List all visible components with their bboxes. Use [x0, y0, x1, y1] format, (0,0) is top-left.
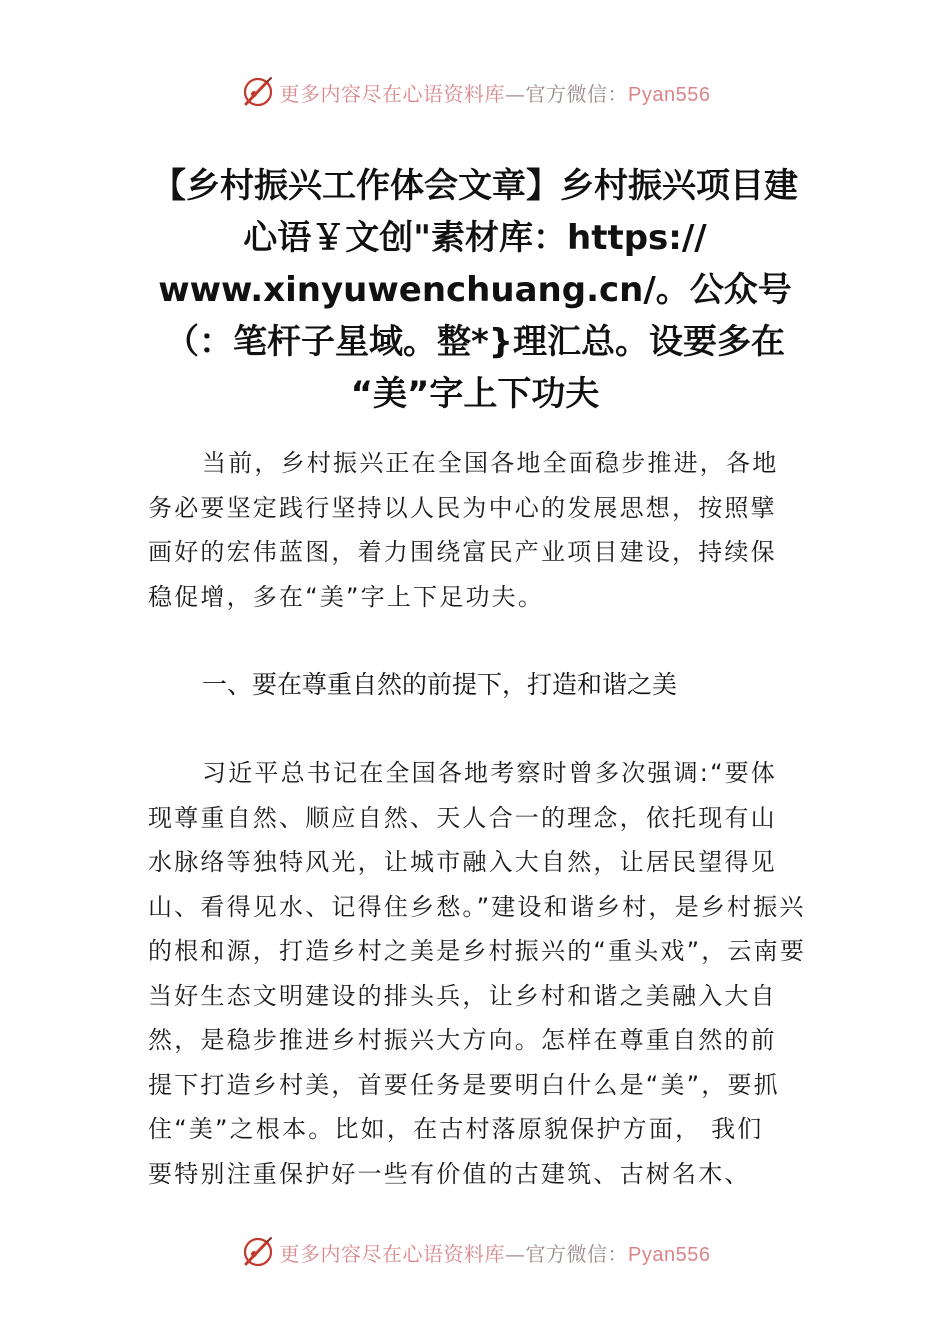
- header-banner: [0, 72, 950, 112]
- brush-logo-icon: [240, 74, 276, 110]
- paragraph-line: 住“美”之根本。比如，在古村落原貌保护方面， 我们: [148, 1115, 764, 1143]
- section-heading: 一、要在尊重自然的前提下，打造和谐之美: [202, 670, 678, 699]
- footer-banner: [0, 1232, 950, 1272]
- intro-paragraph: [148, 441, 828, 619]
- body-paragraph: [148, 751, 828, 1196]
- paragraph-line: 当好生态文明建设的排头兵，让乡村和谐之美融入大自: [148, 981, 777, 1010]
- banner-wechat-id: Pyan556: [628, 83, 711, 106]
- paragraph-line: 然，是稳步推进乡村振兴大方向。怎样在尊重自然的前: [148, 1026, 777, 1054]
- title-line: （：笔杆子星域。整*}理汇总。设要多在: [165, 322, 785, 362]
- brush-logo-icon: [240, 1234, 276, 1270]
- title-line: 【乡村振兴工作体会文章】乡村振兴项目建: [152, 166, 798, 206]
- title-line: 心语￥文创"素材库：https://: [243, 218, 707, 258]
- banner-main-text: 更多内容尽在心语资料库: [279, 81, 506, 106]
- paragraph-line: 山、看得见水、记得住乡愁。”建设和谐乡村，是乡村振兴: [148, 892, 806, 921]
- paragraph-line: 提下打造乡村美，首要任务是要明白什么是“美”，要抓: [148, 1070, 780, 1099]
- paragraph-line: 务必要坚定践行坚持以人民为中心的发展思想，按照擘: [148, 493, 777, 522]
- document-title: [100, 160, 850, 420]
- paragraph-line: 水脉络等独特风光，让城市融入大自然，让居民望得见: [148, 848, 777, 876]
- paragraph-line: 画好的宏伟蓝图，着力围绕富民产业项目建设，持续保: [148, 538, 777, 566]
- title-line: “美”字上下功夫: [350, 374, 600, 414]
- banner-text: [280, 1238, 711, 1267]
- title-line: www.xinyuwenchuang.cn/。公众号: [158, 270, 792, 310]
- banner-text: [280, 78, 711, 107]
- paragraph-line: 习近平总书记在全国各地考察时曾多次强调:“要体: [202, 759, 778, 787]
- paragraph-line: 稳促增，多在“美”字上下足功夫。: [148, 582, 545, 611]
- banner-separator: —官方微信：: [505, 81, 629, 106]
- banner-wechat-id: Pyan556: [628, 1243, 711, 1266]
- paragraph-line: 当前，乡村振兴正在全国各地全面稳步推进，各地: [202, 449, 779, 477]
- banner-main-text: 更多内容尽在心语资料库: [279, 1241, 506, 1266]
- paragraph-line: 要特别注重保护好一些有价值的古建筑、古树名木、: [148, 1159, 751, 1188]
- banner-separator: —官方微信：: [505, 1241, 629, 1266]
- paragraph-line: 现尊重自然、顺应自然、天人合一的理念，依托现有山: [148, 803, 777, 832]
- paragraph-line: 的根和源，打造乡村之美是乡村振兴的“重头戏”，云南要: [148, 937, 807, 965]
